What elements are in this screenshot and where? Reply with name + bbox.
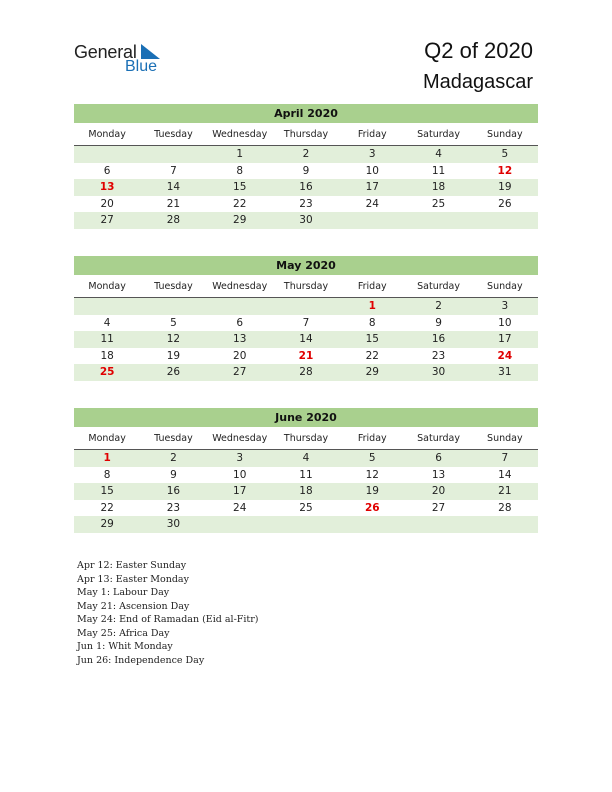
holiday-notes: [77, 559, 258, 667]
weekday-header: [74, 429, 538, 450]
weekday-label: Saturday: [417, 281, 460, 292]
day-cell: [74, 146, 140, 163]
day-cell: 10: [498, 316, 512, 329]
country-name: Madagascar: [422, 71, 533, 93]
day-cell: [472, 212, 538, 229]
day-cell: 2: [302, 148, 310, 160]
day-cell: 6: [103, 164, 111, 177]
holiday-note: Jun 1: Whit Monday: [77, 641, 173, 652]
day-cell: 22: [233, 197, 247, 210]
day-cell: 11: [431, 164, 446, 177]
week-row: [74, 467, 538, 484]
day-cell: 9: [435, 316, 442, 329]
weekday-label: Sunday: [487, 281, 523, 292]
month-title: June 2020: [74, 408, 538, 427]
day-cell: 28: [498, 501, 512, 514]
week-row: [74, 500, 538, 517]
weekday-label: Monday: [88, 433, 126, 444]
week-row: [74, 196, 538, 213]
month-title: April 2020: [74, 104, 538, 123]
month-calendar: [74, 256, 538, 381]
day-cell: 18: [299, 485, 313, 497]
weekday-label: Wednesday: [212, 129, 268, 140]
month-title: May 2020: [74, 256, 538, 275]
weekday-label: Wednesday: [212, 281, 268, 292]
day-cell: 11: [299, 468, 313, 481]
day-cell: 15: [365, 333, 379, 345]
day-cell: 18: [100, 349, 114, 362]
day-cell: 17: [365, 181, 379, 193]
week-row: [74, 348, 538, 365]
week-row: [74, 364, 538, 381]
day-cell: 8: [236, 164, 244, 177]
day-cell: [472, 516, 538, 533]
day-cell: 5: [368, 452, 376, 464]
day-cell: 27: [431, 501, 446, 514]
day-cell: 14: [166, 181, 181, 193]
week-row: [74, 450, 538, 467]
day-cell: 3: [501, 300, 509, 312]
holiday-note: May 1: Labour Day: [77, 587, 170, 598]
day-cell: 7: [170, 164, 177, 177]
day-cell: 28: [166, 214, 181, 226]
day-cell: 1: [368, 300, 376, 312]
holiday-note: May 21: Ascension Day: [77, 600, 190, 612]
day-cell: 8: [103, 468, 111, 481]
weekday-label: Friday: [357, 281, 387, 292]
day-cell: 24: [233, 501, 247, 514]
day-cell: 1: [103, 452, 111, 464]
day-cell: 27: [100, 214, 114, 226]
day-cell: 22: [100, 501, 114, 514]
month-calendar: [74, 408, 538, 533]
day-cell: 2: [170, 452, 177, 464]
day-cell: 12: [365, 468, 379, 481]
weekday-label: Monday: [88, 129, 126, 140]
day-cell: 1: [236, 148, 244, 160]
day-cell: 5: [501, 148, 509, 160]
day-cell: 3: [368, 148, 376, 160]
day-cell: 6: [435, 452, 442, 464]
week-row: [74, 331, 538, 348]
weekday-header: [74, 125, 538, 146]
week-row: [74, 212, 538, 229]
holiday-note: May 25: Africa Day: [77, 627, 170, 639]
weekday-label: Thursday: [283, 129, 329, 140]
day-cell: 26: [498, 197, 512, 210]
weekday-label: Monday: [88, 281, 126, 292]
day-cell: [74, 298, 140, 315]
day-cell: 23: [431, 349, 446, 362]
week-row: [74, 516, 538, 533]
logo-blue-text: Blue: [125, 58, 158, 75]
day-cell: [273, 298, 339, 315]
day-cell: 26: [166, 366, 181, 378]
day-cell: 24: [365, 197, 379, 210]
logo-general-text: General: [74, 42, 137, 62]
day-cell: 24: [497, 349, 513, 362]
day-cell: 21: [298, 349, 314, 362]
day-cell: 30: [299, 214, 313, 226]
day-cell: 22: [365, 349, 379, 362]
day-cell: 10: [365, 164, 379, 177]
day-cell: 23: [166, 501, 181, 514]
week-row: [74, 179, 538, 196]
week-row: [74, 298, 538, 315]
day-cell: 17: [233, 485, 247, 497]
holiday-note: Jun 26: Independence Day: [77, 654, 205, 666]
day-cell: 15: [100, 485, 114, 497]
day-cell: 19: [498, 181, 512, 193]
day-cell: 21: [166, 197, 181, 210]
weekday-label: Friday: [357, 433, 387, 444]
day-cell: 13: [431, 468, 446, 481]
day-cell: 29: [233, 214, 247, 226]
weekday-label: Tuesday: [154, 281, 193, 292]
day-cell: 27: [233, 366, 247, 378]
weekday-label: Thursday: [283, 281, 329, 292]
weekday-label: Tuesday: [154, 433, 193, 444]
generalblue-logo: [74, 42, 184, 78]
day-cell: [405, 212, 471, 229]
day-cell: 12: [166, 333, 181, 345]
day-cell: [140, 146, 206, 163]
day-cell: 20: [431, 485, 446, 497]
day-cell: 17: [498, 333, 512, 345]
day-cell: 9: [302, 164, 310, 177]
day-cell: [140, 298, 206, 315]
weekday-label: Tuesday: [154, 129, 193, 140]
day-cell: 11: [100, 333, 114, 345]
day-cell: 8: [368, 316, 376, 329]
day-cell: 25: [431, 197, 446, 210]
day-cell: 2: [435, 300, 442, 312]
day-cell: [339, 212, 405, 229]
weekday-label: Sunday: [487, 129, 523, 140]
weekday-label: Sunday: [487, 433, 523, 444]
day-cell: 4: [435, 148, 442, 160]
weekday-label: Wednesday: [212, 433, 268, 444]
day-cell: 4: [302, 452, 310, 464]
holiday-note: May 24: End of Ramadan (Eid al-Fitr): [77, 614, 259, 625]
day-cell: 16: [431, 333, 446, 345]
day-cell: 13: [233, 333, 247, 345]
day-cell: 16: [299, 181, 313, 193]
day-cell: 7: [501, 452, 509, 464]
day-cell: 4: [103, 316, 111, 329]
day-cell: 19: [166, 349, 181, 362]
weekday-header: [74, 277, 538, 298]
day-cell: 29: [100, 518, 114, 530]
day-cell: 9: [170, 468, 177, 481]
holiday-note: Apr 12: Easter Sunday: [77, 560, 187, 571]
day-cell: 31: [498, 366, 512, 378]
week-row: [74, 483, 538, 500]
day-cell: 14: [299, 333, 313, 345]
day-cell: [273, 516, 339, 533]
day-cell: 14: [498, 468, 512, 481]
day-cell: 15: [233, 181, 247, 193]
day-cell: 30: [431, 366, 446, 378]
week-row: [74, 163, 538, 180]
day-cell: 10: [233, 468, 247, 481]
weekday-label: Thursday: [283, 433, 329, 444]
week-row: [74, 315, 538, 332]
day-cell: 30: [166, 518, 181, 530]
day-cell: 25: [99, 366, 115, 378]
day-cell: 19: [365, 485, 379, 497]
day-cell: 20: [100, 197, 114, 210]
day-cell: 13: [99, 181, 115, 193]
month-calendar: [74, 104, 538, 229]
week-row: [74, 146, 538, 163]
day-cell: 21: [498, 485, 512, 497]
day-cell: 6: [236, 316, 244, 329]
day-cell: 29: [365, 366, 379, 378]
day-cell: 12: [497, 164, 513, 177]
day-cell: 5: [170, 316, 177, 329]
day-cell: 25: [299, 501, 313, 514]
weekday-label: Saturday: [417, 433, 460, 444]
day-cell: 16: [166, 485, 181, 497]
day-cell: 3: [236, 452, 244, 464]
day-cell: 28: [299, 366, 313, 378]
weekday-label: Friday: [357, 129, 387, 140]
day-cell: 18: [431, 181, 446, 193]
day-cell: [405, 516, 471, 533]
day-cell: 23: [299, 197, 313, 210]
day-cell: 7: [302, 316, 310, 329]
weekday-label: Saturday: [417, 129, 460, 140]
holiday-note: Apr 13: Easter Monday: [77, 573, 189, 585]
day-cell: [207, 516, 273, 533]
day-cell: [339, 516, 405, 533]
day-cell: 20: [233, 349, 247, 362]
day-cell: [207, 298, 273, 315]
page-title: Q2 of 2020: [424, 38, 533, 63]
day-cell: 26: [364, 501, 380, 514]
